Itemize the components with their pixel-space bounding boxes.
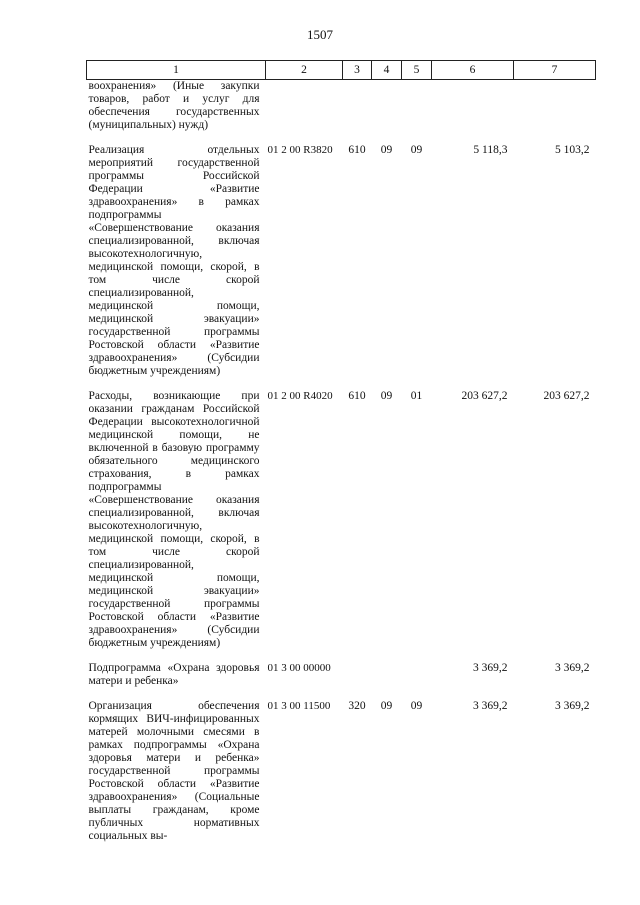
row-col7: 3 369,2 (555, 700, 590, 712)
row-col3: 610 (348, 144, 366, 156)
row-code (266, 80, 343, 133)
row-col6: 5 118,3 (473, 144, 508, 156)
row-code: 01 3 00 00000 (267, 662, 331, 674)
table-row (87, 144, 596, 378)
column-header-2: 2 (266, 61, 343, 80)
row-col5: 09 (410, 700, 423, 712)
column-header-6: 6 (432, 61, 514, 80)
row-col5: 01 (410, 390, 423, 402)
row-col6: 3 369,2 (473, 700, 508, 712)
row-col7: 5 103,2 (555, 144, 590, 156)
row-col6: 3 369,2 (473, 662, 508, 674)
row-col3: 610 (348, 390, 366, 402)
row-col4: 09 (380, 390, 393, 402)
table-header (87, 61, 596, 80)
row-code: 01 2 00 R4020 (267, 390, 333, 402)
row-col5 (402, 662, 432, 688)
row-description: Подпрограмма «Охрана здоровья матери и ребенка» (88, 662, 260, 687)
column-header-4: 4 (372, 61, 402, 80)
table-row (87, 390, 596, 650)
row-description: воохранения» (Иные закупки товаров, работ и услуг для обеспечения государственных (муниципальных) нужд) (88, 80, 260, 131)
row-col7: 3 369,2 (555, 662, 590, 674)
row-code: 01 2 00 R3820 (267, 144, 333, 156)
row-col4 (372, 80, 402, 133)
row-description: Реализация отдельных мероприятий государственной программы Российской Федерации «Развитие здравоохранения» в рамках подпрограммы «Совершенствование оказания специализированной, включая высокотехнологичную, медицинской помощи, скорой, в том числе скорой специализированной, медицинской помощи, медицинской эвакуации» государственной программы Ростовской области «Развитие здравоохранения» (Субсидии бюджетным учреждениям) (88, 144, 260, 377)
row-col3 (343, 662, 372, 688)
row-description: Организация обеспечения кормящих ВИЧ-инфицированных матерей молочными смесями в рамках подпрограммы «Охрана здоровья матери и ребенка» государственной программы Ростовской области «Развитие здравоохранения» (Социальные выплаты гражданам, кроме публичных нормативных социальных вы- (88, 700, 260, 842)
row-col3 (343, 80, 372, 133)
table-row (87, 700, 596, 843)
row-col7: 203 627,2 (543, 390, 590, 402)
budget-table (86, 60, 596, 843)
row-description: Расходы, возникающие при оказании гражданам Российской Федерации высокотехнологичной медицинской помощи, не включенной в базовую программу обязательного медицинского страхования, в рамках подпрограммы «Совершенствование оказания специализированной, включая высокотехнологичную, медицинской помощи, скорой, в том числе скорой специализированной, медицинской помощи, медицинской эвакуации» государственной программы Ростовской области «Развитие здравоохранения» (Субсидии бюджетным учреждениям) (88, 390, 260, 649)
row-col5: 09 (410, 144, 423, 156)
row-col3: 320 (348, 700, 366, 712)
table-row (87, 80, 596, 133)
row-col7 (514, 80, 596, 133)
row-code: 01 3 00 11500 (267, 700, 331, 712)
page-number: 1507 (307, 27, 333, 42)
row-col4 (372, 662, 402, 688)
column-header-1: 1 (87, 61, 266, 80)
column-header-7: 7 (514, 61, 596, 80)
table-row (87, 662, 596, 688)
row-col4: 09 (380, 144, 393, 156)
row-col4: 09 (380, 700, 393, 712)
row-col6: 203 627,2 (461, 390, 508, 402)
column-header-5: 5 (402, 61, 432, 80)
row-col6 (432, 80, 514, 133)
row-col5 (402, 80, 432, 133)
column-header-3: 3 (343, 61, 372, 80)
